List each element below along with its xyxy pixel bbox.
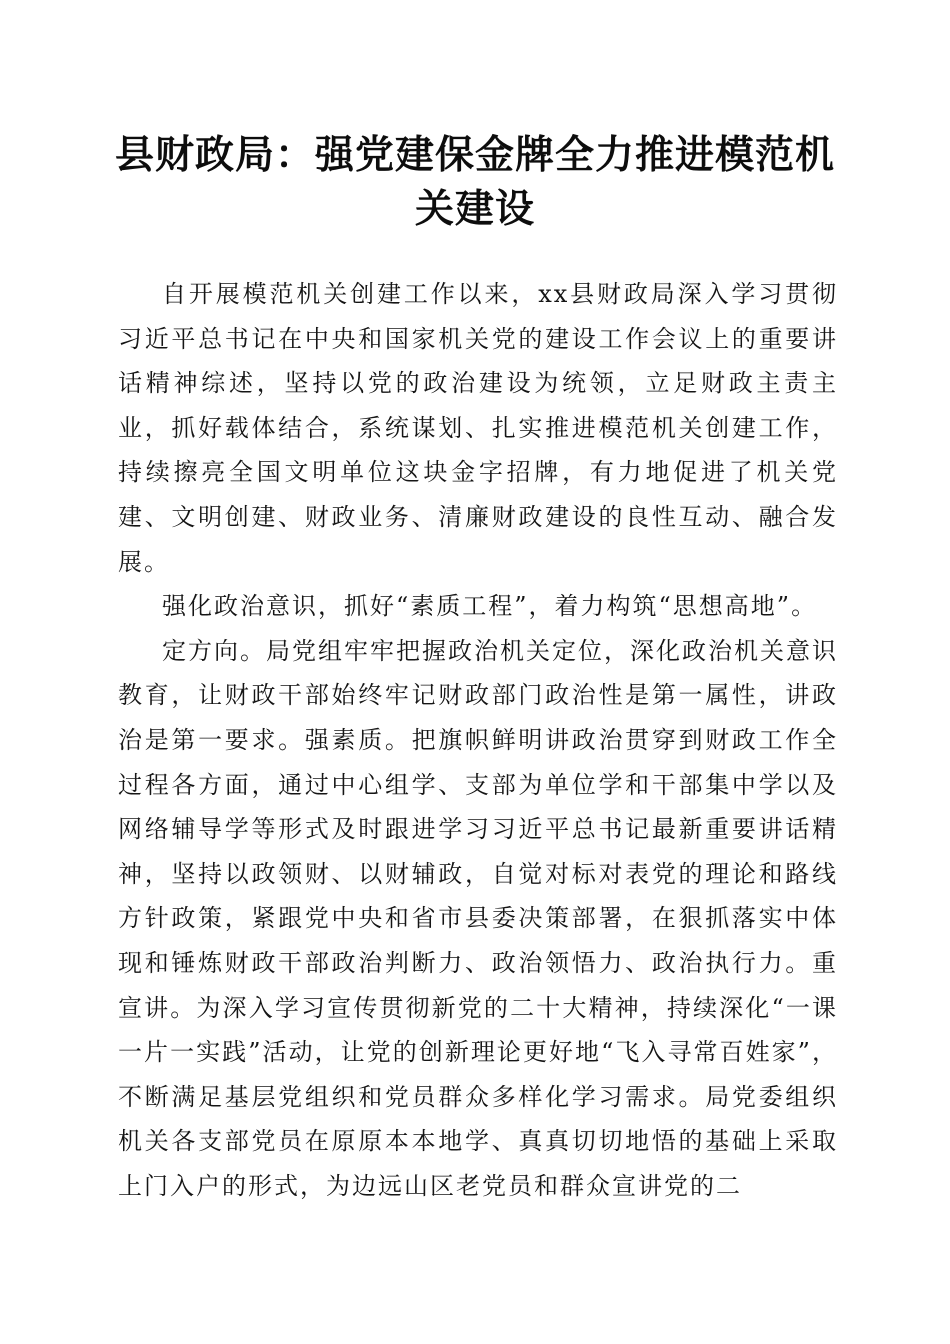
paragraph-heading-political-awareness: 强化政治意识，抓好“素质工程”，着力构筑“思想高地”。	[162, 592, 818, 621]
document-body	[118, 272, 838, 1208]
document-title: 县财政局：强党建保金牌全力推进模范机关建设	[114, 132, 835, 232]
paragraph-direction-quality-lecture: 定方向。局党组牢牢把握政治机关定位，深化政治机关意识教育，让财政干部始终牢记财政部门政治性是第一属性，讲政治是第一要求。强素质。把旗帜鲜明讲政治贯穿到财政工作全过程各方面，通过中心组学、支部为单位学和干部集中学以及网络辅导学等形式及时跟进学习习近平总书记最新重要讲话精神，坚持以政领财、以财辅政，自觉对标对表党的理论和路线方针政策，紧跟党中央和省市县委决策部署，在狠抓落实中体现和锤炼财政干部政治判断力、政治领悟力、政治执行力。重宣讲。为深入学习宣传贯彻新党的二十大精神，持续深化“一课一片一实践”活动，让党的创新理论更好地“飞入寻常百姓家”，不断满足基层党组织和党员群众多样化学习需求。局党委组织机关各支部党员在原原本本地学、真真切切地悟的基础上采取上门入户的形式，为边远山区老党员和群众宣讲党的二	[118, 636, 838, 1200]
paragraph-intro: 自开展模范机关创建工作以来，xx县财政局深入学习贯彻习近平总书记在中央和国家机关党的建设工作会议上的重要讲话精神综述，坚持以党的政治建设为统领，立足财政主责主业，抓好载体结合，系统谋划、扎实推进模范机关创建工作，持续擦亮全国文明单位这块金字招牌，有力地促进了机关党建、文明创建、财政业务、清廉财政建设的良性互动、融合发展。	[118, 280, 838, 576]
